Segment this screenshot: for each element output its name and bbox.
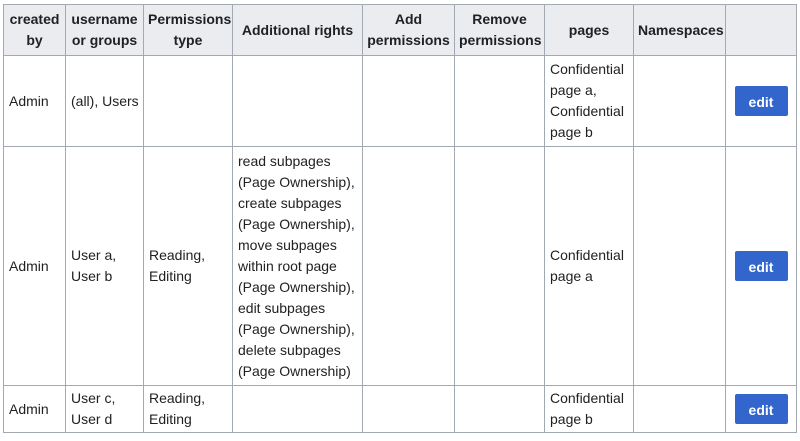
- cell-pages: Confidential page a: [545, 147, 634, 386]
- cell-users-or-groups: User a, User b: [66, 147, 144, 386]
- cell-users-or-groups: User c, User d: [66, 386, 144, 433]
- cell-additional-rights: [233, 386, 363, 433]
- cell-remove-permissions: [455, 56, 545, 147]
- cell-additional-rights: read subpages (Page Ownership), create subpages (Page Ownership), move subpages within root page (Page Ownership), edit subpages (Page Ownership), delete subpages (Page Ownership): [233, 147, 363, 386]
- cell-created-by: Admin: [4, 147, 66, 386]
- cell-permissions-type: Reading, Editing: [144, 386, 233, 433]
- table-row: [4, 386, 797, 433]
- header-namespaces[interactable]: Namespaces: [634, 5, 726, 56]
- header-actions: [726, 5, 797, 56]
- permissions-table: [3, 4, 797, 433]
- cell-remove-permissions: [455, 147, 545, 386]
- cell-pages: Confidential page a, Confidential page b: [545, 56, 634, 147]
- table-row: [4, 56, 797, 147]
- cell-add-permissions: [363, 147, 455, 386]
- cell-actions: [726, 386, 797, 433]
- cell-permissions-type: [144, 56, 233, 147]
- header-add-permissions[interactable]: Add permissions: [363, 5, 455, 56]
- cell-pages: Confidential page b: [545, 386, 634, 433]
- cell-namespaces: [634, 56, 726, 147]
- header-additional-rights[interactable]: Additional rights: [233, 5, 363, 56]
- header-users-or-groups[interactable]: username or groups: [66, 5, 144, 56]
- table-row: [4, 147, 797, 386]
- cell-add-permissions: [363, 386, 455, 433]
- header-row: [4, 5, 797, 56]
- header-created-by[interactable]: created by: [4, 5, 66, 56]
- cell-add-permissions: [363, 56, 455, 147]
- header-permissions-type[interactable]: Permissions type: [144, 5, 233, 56]
- cell-actions: [726, 56, 797, 147]
- header-pages[interactable]: pages: [545, 5, 634, 56]
- cell-actions: [726, 147, 797, 386]
- cell-created-by: Admin: [4, 386, 66, 433]
- cell-created-by: Admin: [4, 56, 66, 147]
- cell-users-or-groups: (all), Users: [66, 56, 144, 147]
- cell-remove-permissions: [455, 386, 545, 433]
- edit-button[interactable]: edit: [735, 251, 788, 281]
- cell-permissions-type: Reading, Editing: [144, 147, 233, 386]
- cell-namespaces: [634, 386, 726, 433]
- cell-additional-rights: [233, 56, 363, 147]
- header-remove-permissions[interactable]: Remove permissions: [455, 5, 545, 56]
- cell-namespaces: [634, 147, 726, 386]
- edit-button[interactable]: edit: [735, 86, 788, 116]
- edit-button[interactable]: edit: [735, 394, 788, 424]
